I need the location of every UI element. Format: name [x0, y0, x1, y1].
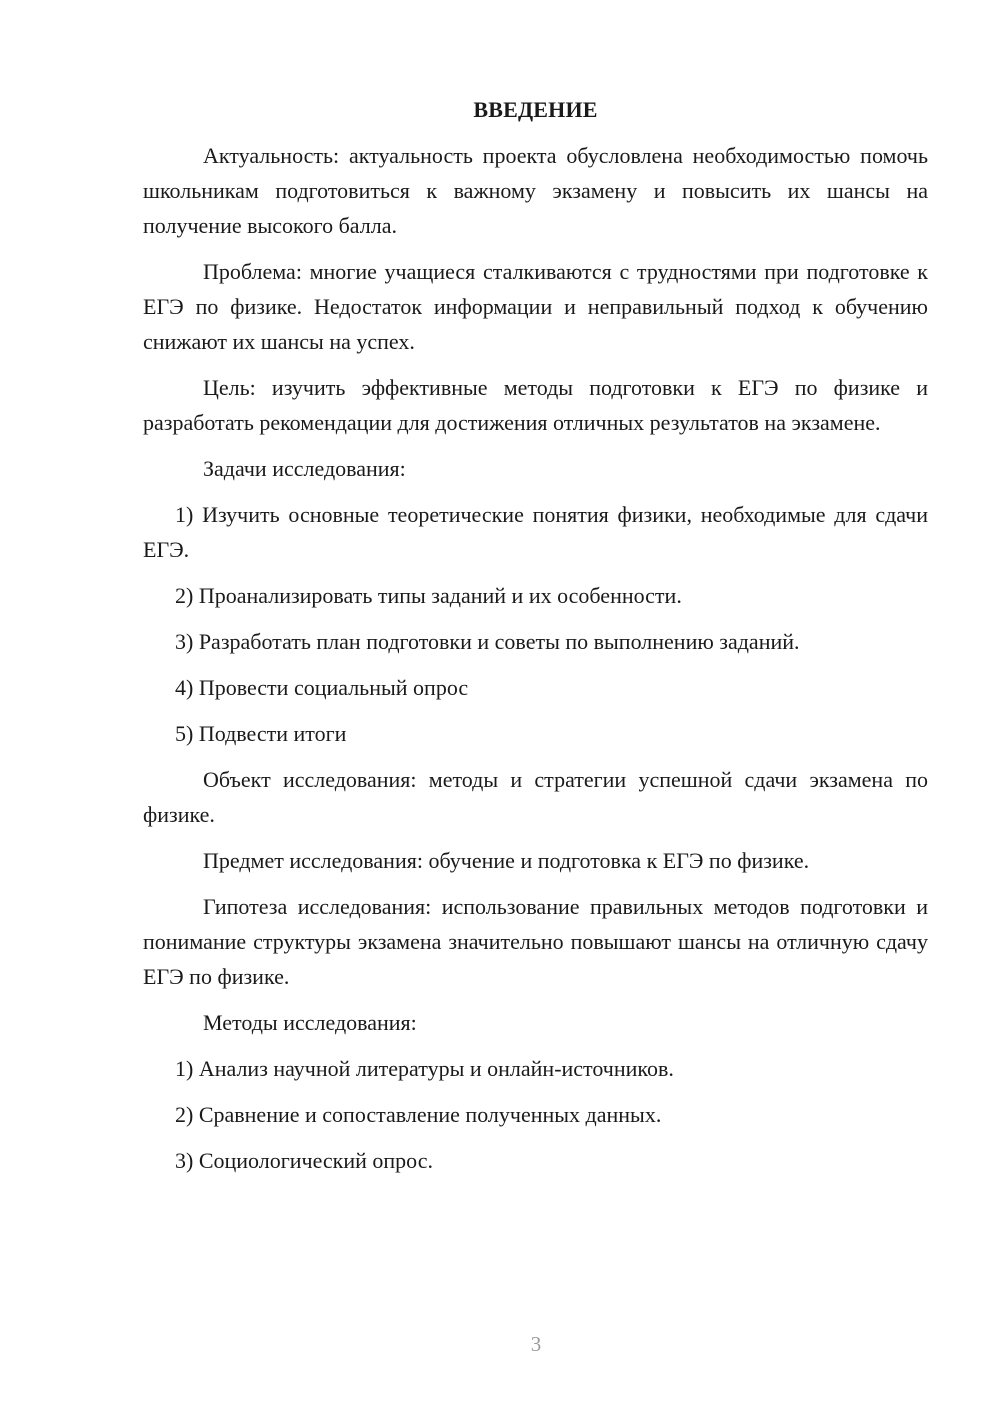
- subject-paragraph: Предмет исследования: обучение и подготовка к ЕГЭ по физике.: [203, 848, 810, 873]
- tasks-heading: Задачи исследования:: [203, 456, 406, 481]
- task-item: 5) Подвести итоги: [175, 721, 347, 746]
- problem-paragraph: Проблема: многие учащиеся сталкиваются с трудностями при подготовке к ЕГЭ по физике. Недостаток информации и неправильный подход к обучению снижают их шансы на успех.: [143, 259, 928, 354]
- task-item: 1) Изучить основные теоретические понятия физики, необходимые для сдачи ЕГЭ.: [143, 502, 928, 562]
- section-title: ВВЕДЕНИЕ: [473, 97, 598, 122]
- task-item: 3) Разработать план подготовки и советы по выполнению заданий.: [175, 629, 800, 654]
- page-content: [143, 92, 928, 1189]
- method-item: 2) Сравнение и сопоставление полученных данных.: [175, 1102, 662, 1127]
- object-paragraph: Объект исследования: методы и стратегии успешной сдачи экзамена по физике.: [143, 767, 928, 827]
- hypothesis-paragraph: Гипотеза исследования: использование правильных методов подготовки и понимание структуры экзамена значительно повышают шансы на отличную сдачу ЕГЭ по физике.: [143, 894, 928, 989]
- method-item: 1) Анализ научной литературы и онлайн-источников.: [175, 1056, 674, 1081]
- task-item: 4) Провести социальный опрос: [175, 675, 469, 700]
- relevance-paragraph: Актуальность: актуальность проекта обусловлена необходимостью помочь школьникам подготовиться к важному экзамену и повысить их шансы на получение высокого балла.: [143, 143, 928, 238]
- page-number: 3: [530, 1332, 542, 1356]
- methods-heading: Методы исследования:: [203, 1010, 417, 1035]
- task-item: 2) Проанализировать типы заданий и их особенности.: [175, 583, 682, 608]
- method-item: 3) Социологический опрос.: [175, 1148, 433, 1173]
- goal-paragraph: Цель: изучить эффективные методы подготовки к ЕГЭ по физике и разработать рекомендации для достижения отличных результатов на экзамене.: [143, 375, 928, 435]
